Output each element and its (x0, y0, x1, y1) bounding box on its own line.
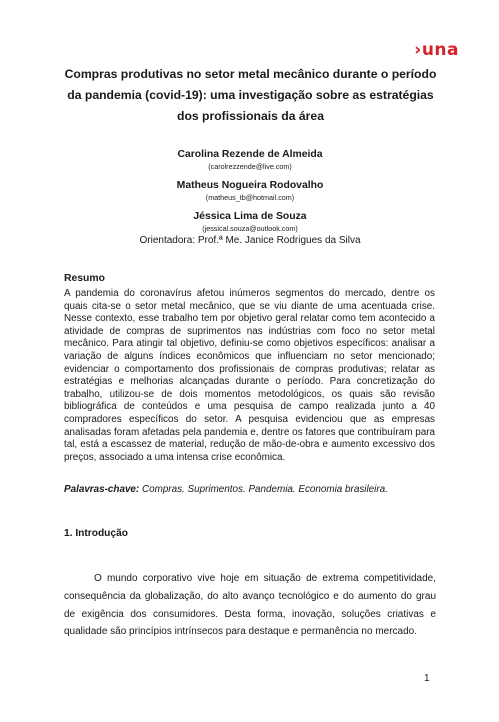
author-email: (matheus_tb@hotmail.com) (205, 193, 295, 202)
author-block (60, 179, 440, 203)
abstract-text: A pandemia do coronavírus afetou inúmeros segmentos do mercado, dentre os quais cita-se o setor metal mecânico, que se viu diante de uma acentuada crise. Nesse contexto, esse trabalho tem por objetivo geral relatar como tem acontecido a atividade de compras de suprimentos nas indústrias com foco no setor metal mecânico. Para atingir tal objetivo, definiu-se como objetivos específicos: analisar a variação de alguns índices econômicos que influenciam no setor mencionado; evidenciar o comportamento dos profissionais de compras produtivas; relatar as estratégias e melhorias alcançadas durante o período. Para concretização do trabalho, utilizou-se de dois momentos metodológicos, os quais são revisão bibliográfica de conteúdos e uma pesquisa de campo realizada junto a 40 compradores específicos do setor. A pesquisa evidenciou que as empresas analisadas foram afetadas pela pandemia e, dentre os fatores que contribuíram para tal, está a escassez de material, redução de mão-de-obra e aumento excessivo dos preços, associado a uma intensa crise econômica. (64, 288, 435, 463)
introduction-heading: 1. Introdução (64, 528, 128, 539)
keywords-label: Palavras-chave: (64, 484, 140, 495)
page-number: 1 (424, 673, 430, 684)
paper-title: Compras produtivas no setor metal mecânico durante o período da pandemia (covid-19): uma investigação sobre as estratégias dos profissionais da área (64, 67, 437, 123)
author-name: Carolina Rezende de Almeida (177, 149, 323, 160)
author-email: (jessical.souza@outlook.com) (202, 224, 298, 233)
author-name: Matheus Nogueira Rodovalho (176, 180, 324, 191)
una-logo (414, 40, 459, 60)
abstract-heading: Resumo (64, 273, 105, 284)
advisor-line: Orientadora: Prof.ª Me. Janice Rodrigues da Silva (139, 235, 361, 246)
keywords-line (64, 484, 435, 495)
logo-text: una (421, 40, 459, 60)
author-block (60, 210, 440, 234)
introduction-paragraph: O mundo corporativo vive hoje em situação de extrema competitividade, consequência da globalização, do alto avanço tecnológico e do aumento do grau de exigência dos consumidores. Desta forma, inovação, soluções criativas e qualidade são princípios intrínsecos para destaque e permanência no mercado. (64, 573, 436, 638)
author-name: Jéssica Lima de Souza (193, 211, 307, 222)
keywords-text: Compras. Suprimentos. Pandemia. Economia brasileira. (141, 484, 388, 495)
author-block (60, 148, 440, 172)
author-email: (carolrezzende@live.com) (208, 162, 292, 171)
logo-chevron-icon: › (414, 40, 422, 60)
